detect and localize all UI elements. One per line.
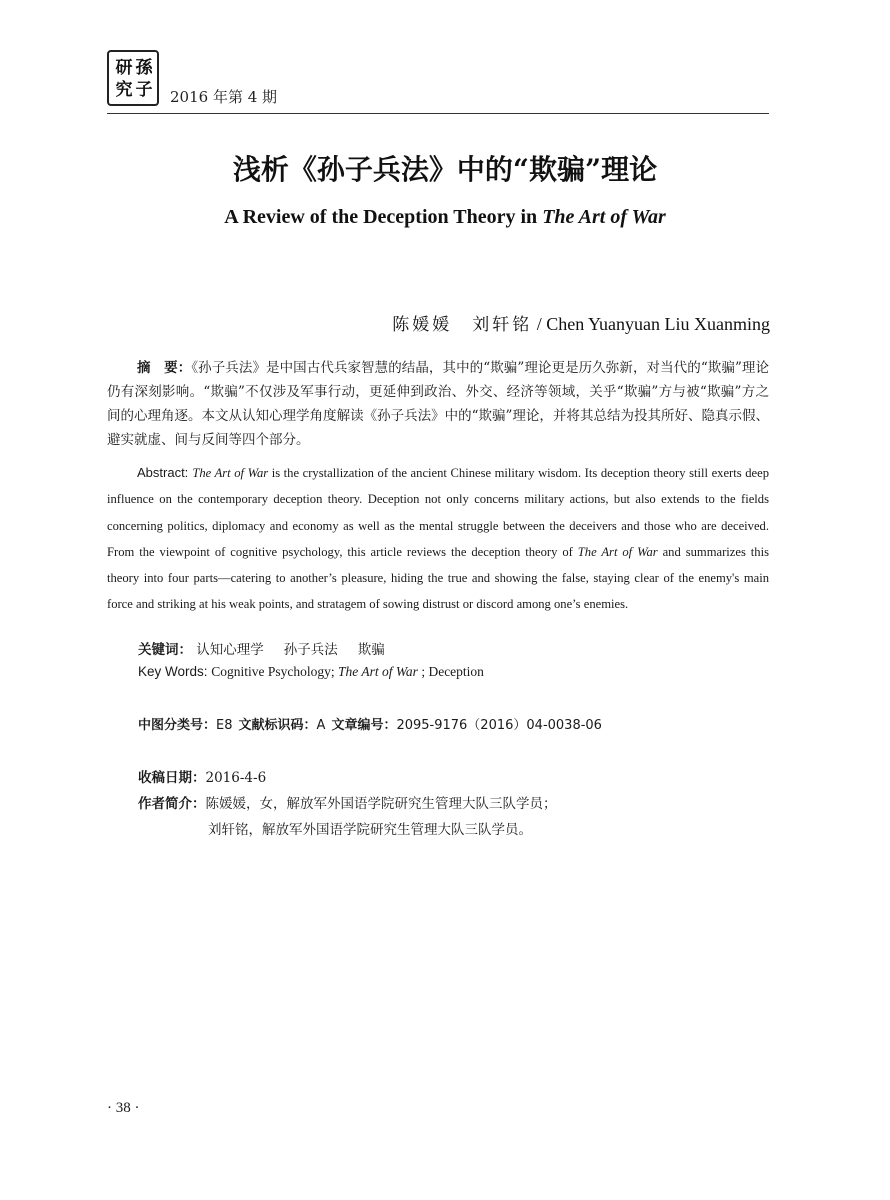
issue-label: 2016 年第 4 期	[170, 88, 278, 106]
abstract-english-italic: The Art of War	[192, 466, 269, 480]
doc-code-value: A	[316, 718, 326, 733]
clc-value: E8	[216, 718, 233, 733]
author-bio	[138, 791, 557, 843]
logo-char: 研	[115, 58, 133, 78]
journal-logo	[107, 50, 159, 106]
logo-char: 究	[115, 80, 133, 100]
abstract-chinese	[107, 356, 769, 452]
keyword-item: The Art of War	[338, 664, 418, 679]
page-number: · 38 ·	[107, 1100, 140, 1116]
received-date	[138, 766, 266, 786]
journal-logo-chars	[113, 56, 155, 102]
keywords-chinese-label: 关键词：	[138, 642, 192, 658]
logo-char: 子	[135, 80, 153, 100]
title-english-prefix: A Review of the Deception Theory in	[224, 206, 543, 228]
abstract-english-label: Abstract:	[137, 465, 193, 480]
abstract-chinese-label: 摘 要：	[137, 360, 192, 376]
article-number-value: 2095-9176（2016）04-0038-06	[396, 718, 602, 733]
title-english-italic: The Art of War	[542, 206, 666, 228]
received-date-value: 2016-4-6	[205, 770, 267, 786]
keyword-item: 欺骗	[357, 642, 385, 658]
authors	[392, 310, 770, 335]
keyword-item: 认知心理学	[196, 642, 264, 658]
abstract-english-text: is the crystallization of the ancient Chinese military wisdom. Its deception theory still exerts deep influence on the contemporary deception theory. Deception not only concerns military actions, but also extends to the fields concerning politics, diplomacy and economy as well as the mental struggle between the deceivers and those who are deceived. From the viewpoint of cognitive psychology, this article reviews the deception theory of	[107, 466, 769, 559]
keyword-item: Cognitive Psychology;	[211, 664, 339, 679]
doc-code-label: 文献标识码：	[238, 718, 317, 733]
title-chinese: 浅析《孙子兵法》中的“欺骗”理论	[232, 153, 658, 186]
logo-char: 孫	[135, 58, 153, 78]
authors-chinese: 陈媛媛 刘轩铭	[392, 315, 533, 335]
abstract-chinese-text: 《孙子兵法》是中国古代兵家智慧的结晶，其中的“欺骗”理论更是历久弥新，对当代的“欺骗”理论仍有深刻影响。“欺骗”不仅涉及军事行动，更延伸到政治、外交、经济等领域，关乎“欺骗”方与被“欺骗”方之间的心理角逐。本文从认知心理学角度解读《孙子兵法》中的“欺骗”理论，并将其总结为投其所好、隐真示假、避实就虚、间与反间等四个部分。	[107, 360, 770, 448]
keywords-english-label: Key Words:	[138, 664, 212, 679]
keyword-item: ; Deception	[417, 664, 484, 679]
author-bio-line: 陈媛媛，女，解放军外国语学院研究生管理大队三队学员；	[205, 796, 557, 812]
title-english	[0, 206, 890, 229]
keyword-item: 孙子兵法	[283, 642, 338, 658]
keywords-english	[138, 664, 484, 680]
abstract-english-italic: The Art of War	[577, 544, 658, 559]
article-number-label: 文章编号：	[331, 718, 397, 733]
authors-english: / Chen Yuanyuan Liu Xuanming	[532, 314, 770, 334]
keywords-chinese	[138, 638, 385, 658]
abstract-english	[107, 460, 769, 618]
author-bio-label: 作者简介：	[138, 796, 206, 812]
author-bio-line: 刘轩铭，解放军外国语学院研究生管理大队三队学员。	[208, 822, 532, 838]
clc-label: 中图分类号：	[138, 718, 217, 733]
classification-line	[138, 714, 602, 733]
abstract-english-text: and summarizes this theory into four parts—catering to another’s pleasure, hiding the true and showing the false, staying clear of the enemy's main force and striking at his weak points, and stratagem of sowing distrust or discord among one’s enemies.	[107, 544, 769, 612]
header-rule	[107, 113, 769, 114]
received-date-label: 收稿日期：	[138, 770, 206, 786]
